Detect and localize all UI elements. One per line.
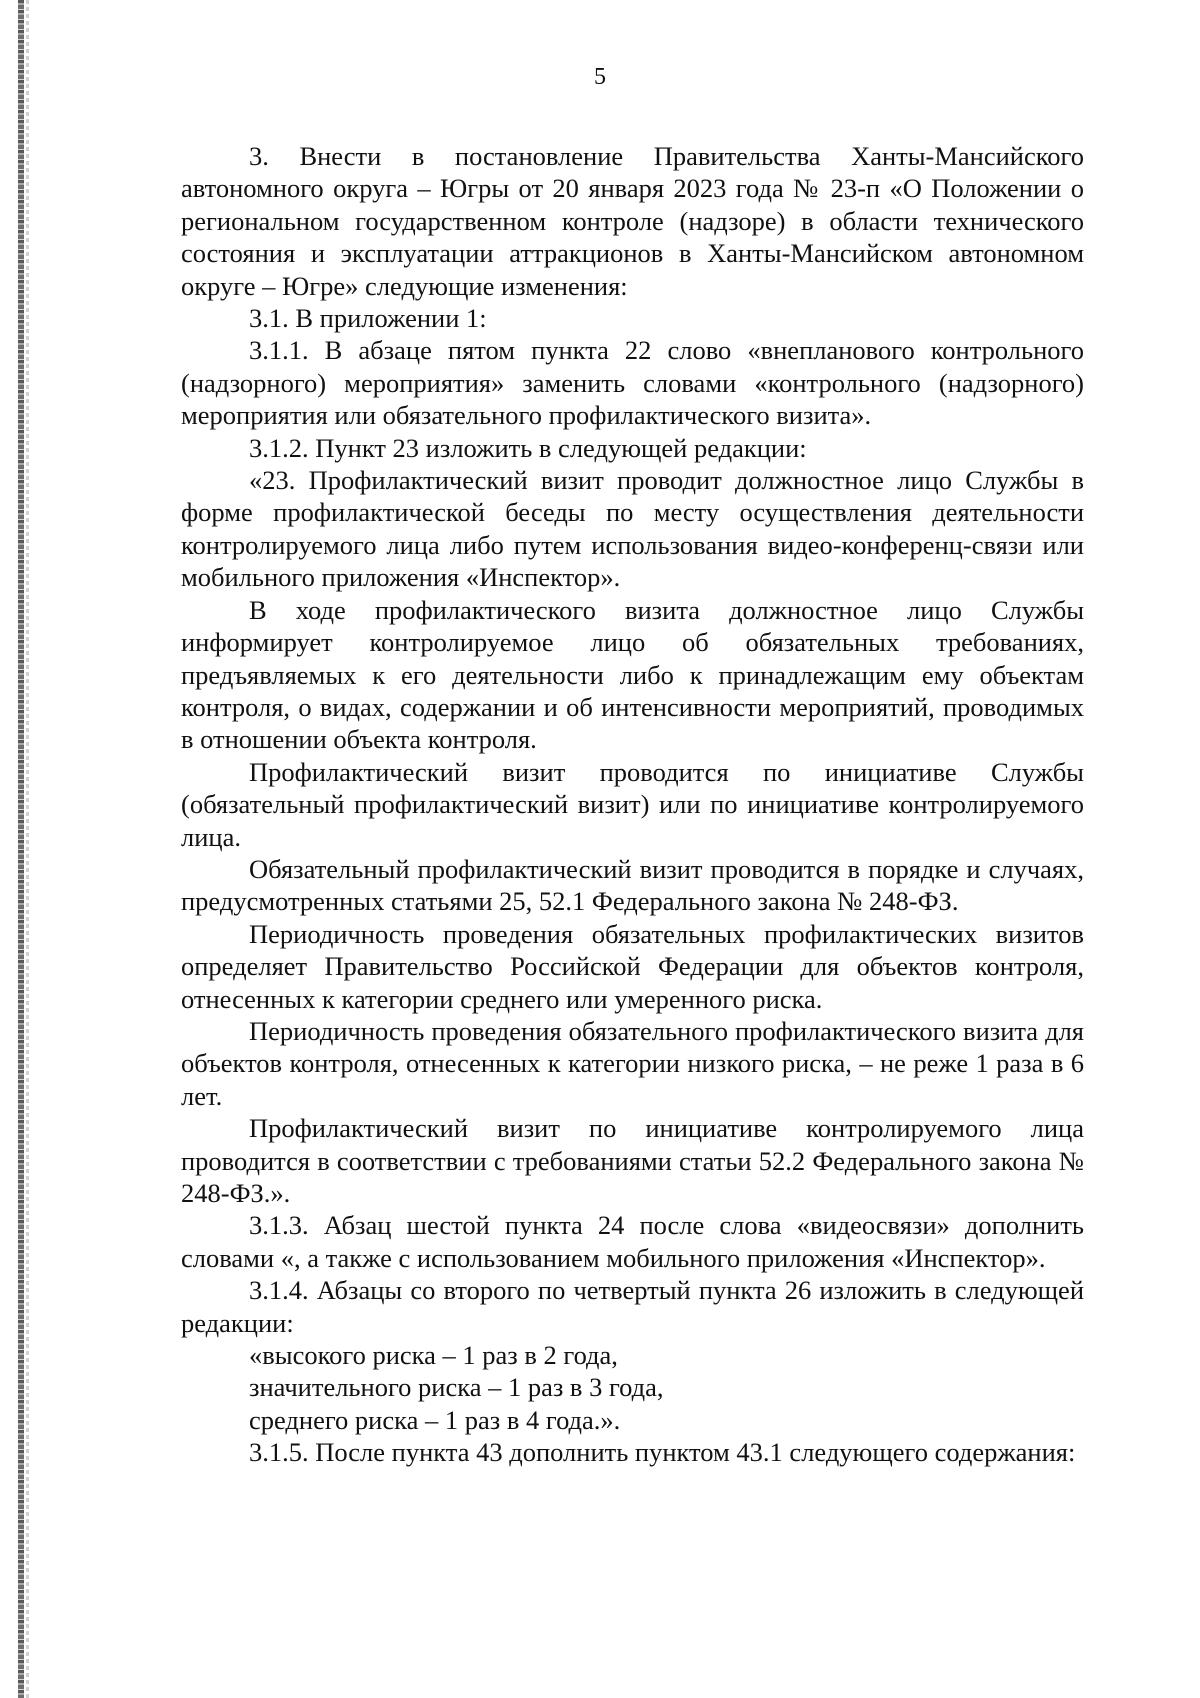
paragraph-item-3-1-5: 3.1.5. После пункта 43 дополнить пунктом 43.1 следующего содержания: bbox=[249, 1437, 1076, 1468]
paragraph-periodicity-mandatory: Периодичность проведения обязательных профилактических визитов определяет Правительство Российской Федерации для объектов контроля, отнесенных к категории среднего или умеренного риска. bbox=[181, 918, 1084, 1014]
paragraph-medium-risk: среднего риска – 1 раз в 4 года.». bbox=[249, 1404, 621, 1435]
paragraph-item-3-1-2: 3.1.2. Пункт 23 изложить в следующей редакции: bbox=[249, 432, 807, 463]
paragraph-quote-23: «23. Профилактический визит проводит должностное лицо Службы в форме профилактической беседы по месту осуществления деятельности контролируемого лица либо путем использования видео-конференц-связи или мобильного приложения «Инспектор». bbox=[181, 465, 1084, 593]
document-body bbox=[181, 140, 1084, 1469]
paragraph-item-3: 3. Внести в постановление Правительства Ханты-Мансийского автономного округа – Югры от 20 января 2023 года № 23-п «О Положении о региональном государственном контроле (надзоре) в области технического состояния и эксплуатации аттракционов в Ханты-Мансийском автономном округе – Югре» следующие изменения: bbox=[181, 141, 1084, 301]
paragraph-item-3-1: 3.1. В приложении 1: bbox=[249, 303, 487, 334]
scan-edge-left bbox=[18, 0, 24, 1698]
paragraph-mandatory-visit: Обязательный профилактический визит проводится в порядке и случаях, предусмотренных статьями 25, 52.1 Федерального закона № 248-ФЗ. bbox=[181, 853, 1084, 917]
paragraph-high-risk: «высокого риска – 1 раз в 2 года, bbox=[249, 1340, 618, 1371]
paragraph-visit-initiative: Профилактический визит проводится по инициативе Службы (обязательный профилактический визит) или по инициативе контролируемого лица. bbox=[181, 756, 1084, 852]
paragraph-item-3-1-4: 3.1.4. Абзацы со второго по четвертый пункта 26 изложить в следующей редакции: bbox=[181, 1275, 1084, 1338]
paragraph-item-3-1-3: 3.1.3. Абзац шестой пункта 24 после слова «видеосвязи» дополнить словами «, а также с использованием мобильного приложения «Инспектор». bbox=[181, 1210, 1084, 1273]
page-number: 5 bbox=[594, 64, 606, 90]
paragraph-item-3-1-1: 3.1.1. В абзаце пятом пункта 22 слово «внепланового контрольного (надзорного) мероприятия» заменить словами «контрольного (надзорного) мероприятия или обязательного профилактического визита». bbox=[181, 335, 1084, 431]
paragraph-periodicity-low-risk: Периодичность проведения обязательного профилактического визита для объектов контроля, отнесенных к категории низкого риска, – не реже 1 раза в 6 лет. bbox=[181, 1015, 1084, 1111]
paragraph-visit-by-initiative: Профилактический визит по инициативе контролируемого лица проводится в соответствии с требованиями статьи 52.2 Федерального закона № 248-ФЗ.». bbox=[181, 1113, 1084, 1208]
paragraph-visit-info: В ходе профилактического визита должностное лицо Службы информирует контролируемое лицо об обязательных требованиях, предъявляемых к его деятельности либо к принадлежащим ему объектам контроля, о видах, содержании и об интенсивности мероприятий, проводимых в отношении объекта контроля. bbox=[181, 594, 1084, 755]
paragraph-significant-risk: значительного риска – 1 раз в 3 года, bbox=[249, 1372, 664, 1403]
scan-edge-shadow bbox=[26, 0, 29, 1698]
